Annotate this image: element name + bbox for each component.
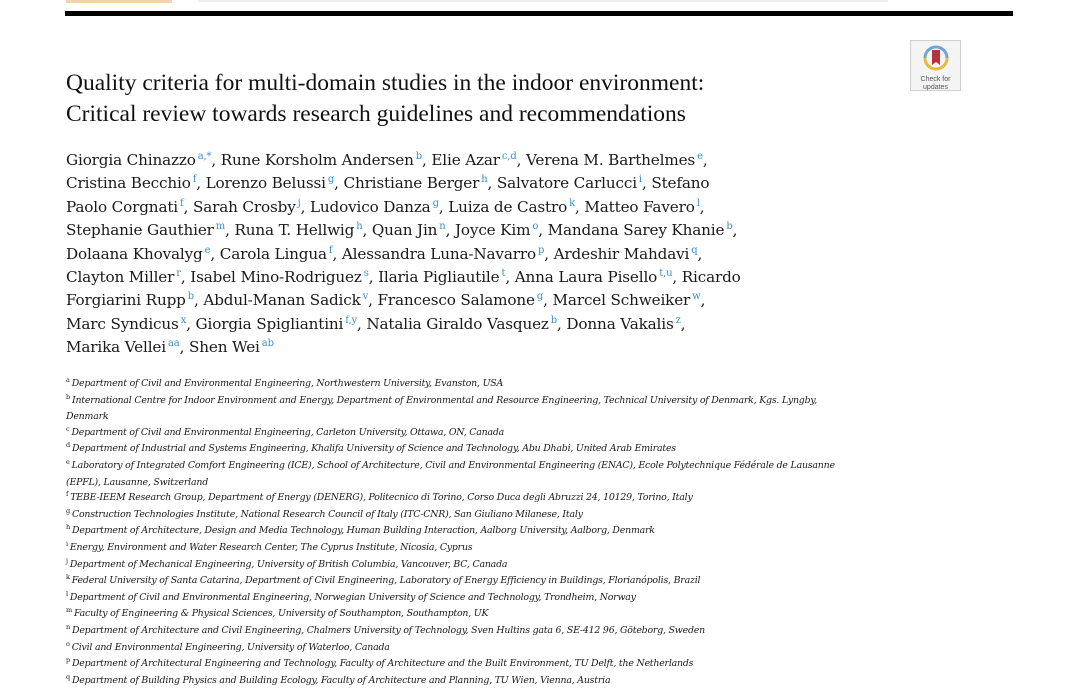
affiliation-item xyxy=(66,441,896,458)
author-name: Marc Syndicus xyxy=(66,314,179,333)
author-name: Carola Lingua xyxy=(219,244,327,263)
author-name: Ricardo xyxy=(681,267,741,286)
author-line xyxy=(66,196,886,219)
affiliation-link[interactable]: f xyxy=(192,174,197,186)
author-separator: , xyxy=(225,221,235,240)
affiliation-mark: f xyxy=(66,490,69,499)
affiliation-text: Energy, Environment and Water Research Center, The Cyprus Institute, Nicosia, Cyprus xyxy=(69,541,473,553)
affiliation-link[interactable]: g xyxy=(536,291,544,303)
author-name: Elie Azar xyxy=(431,151,500,169)
affiliation-mark: c xyxy=(66,424,70,433)
author-separator: , xyxy=(445,221,455,240)
affiliation-link[interactable]: z xyxy=(675,314,681,326)
author-name: Abdul-Manan Sadick xyxy=(203,291,361,310)
author-line xyxy=(66,336,886,359)
affiliation-text: Federal University of Santa Catarina, Department of Civil Engineering, Laboratory of Energy Efficiency in Buildings, Florianópolis, Brazil xyxy=(71,575,701,587)
author-separator: , xyxy=(732,221,738,240)
author-name: Sarah Crosby xyxy=(192,197,296,216)
author-separator: , xyxy=(641,174,652,193)
affiliation-link[interactable]: e xyxy=(204,244,211,256)
author-separator: , xyxy=(543,291,553,310)
affiliation-mark: q xyxy=(66,672,70,681)
author-separator: , xyxy=(575,197,585,216)
affiliation-link[interactable]: n xyxy=(439,221,446,233)
author-name: Runa T. Hellwig xyxy=(234,221,355,240)
affiliation-mark: e xyxy=(66,457,70,466)
affiliation-mark: l xyxy=(66,589,68,598)
author-separator: , xyxy=(196,174,206,193)
author-separator: , xyxy=(180,267,191,286)
author-separator: , xyxy=(421,151,432,169)
author-line xyxy=(66,219,886,242)
title-line-1: Quality criteria for multi-domain studies in the indoor environment: xyxy=(66,70,705,96)
author-name: Matteo Favero xyxy=(584,197,695,216)
affiliation-link[interactable]: m xyxy=(215,221,226,233)
affiliation-link[interactable]: v xyxy=(362,291,369,303)
affiliation-link[interactable]: g xyxy=(327,174,335,186)
affiliation-mark: d xyxy=(66,441,70,450)
affiliation-item xyxy=(66,523,896,540)
crossmark-icon xyxy=(923,45,949,75)
affiliation-link[interactable]: j xyxy=(297,197,301,209)
affiliation-text: Department of Architectural Engineering and Technology, Faculty of Architecture and the Built Environment, TU Delft, the Netherlands xyxy=(71,658,694,670)
affiliation-link[interactable]: o xyxy=(532,221,539,233)
author-name: Isabel Mino-Rodriguez xyxy=(190,267,362,286)
affiliation-text: Department of Civil and Environmental Engineering, Norwegian University of Science and Technology, Trondheim, Norway xyxy=(69,591,636,603)
affiliation-link[interactable]: aa xyxy=(167,338,180,350)
affiliation-item xyxy=(66,623,896,640)
author-separator: , xyxy=(672,267,682,286)
author-separator: , xyxy=(516,151,526,169)
author-line xyxy=(66,289,886,312)
crossmark-label-line1: Check for xyxy=(920,76,951,83)
author-line xyxy=(66,149,886,172)
affiliation-text: Department of Civil and Environmental Engineering, Carleton University, Ottawa, ON, Canada xyxy=(71,426,505,438)
author-separator: , xyxy=(194,291,204,310)
author-separator: , xyxy=(210,244,220,263)
affiliation-text: TEBE-IEEM Research Group, Department of Energy (DENERG), Politecnico di Torino, Corso Duca degli Abruzzi 24, 10129, Torino, Italy xyxy=(70,492,693,504)
author-name: Paolo Corgnati xyxy=(66,197,179,216)
author-name: Verena M. Barthelmes xyxy=(526,151,696,169)
affiliation-link[interactable]: a,* xyxy=(197,151,212,162)
affiliation-item xyxy=(66,557,896,574)
author-name: Christiane Berger xyxy=(343,174,480,193)
affiliation-text: International Centre for Indoor Environment and Energy, Department of Environmental and Resource Engineering, Technical University of Denmark, Kgs. Lyngby, xyxy=(71,394,818,406)
author-separator: , xyxy=(211,151,221,169)
affiliation-item xyxy=(66,640,896,657)
affiliation-link[interactable]: c,d xyxy=(501,151,517,162)
author-separator: , xyxy=(332,244,342,263)
author-list xyxy=(66,149,886,360)
author-separator: , xyxy=(438,197,449,216)
author-name: Donna Vakalis xyxy=(566,314,674,333)
author-separator: , xyxy=(300,197,310,216)
author-name: Ardeshir Mahdavi xyxy=(553,244,690,263)
affiliation-item xyxy=(66,425,896,442)
affiliation-mark: i xyxy=(66,539,68,548)
affiliation-mark: m xyxy=(66,606,72,615)
author-name: Ilaria Pigliautile xyxy=(378,267,500,286)
author-name: Stefano xyxy=(651,174,710,193)
author-separator: , xyxy=(538,221,548,240)
author-name: Forgiarini Rupp xyxy=(66,291,186,310)
check-for-updates-button[interactable] xyxy=(910,40,961,91)
author-separator: , xyxy=(557,314,567,333)
affiliation-continuation: (EPFL), Lausanne, Switzerland xyxy=(66,476,209,488)
affiliation-mark: b xyxy=(66,392,70,401)
author-name: Marika Vellei xyxy=(66,338,166,357)
affiliation-mark: g xyxy=(66,506,70,515)
article-title xyxy=(66,68,896,130)
author-name: Joyce Kim xyxy=(454,221,531,240)
affiliation-link[interactable]: x xyxy=(180,314,187,326)
author-name: Giorgia Spigliantini xyxy=(195,314,344,333)
affiliation-link[interactable]: h xyxy=(481,174,488,186)
author-name: Alessandra Luna-Navarro xyxy=(341,244,536,263)
affiliation-link[interactable]: r xyxy=(176,267,181,279)
affiliation-mark: j xyxy=(66,556,68,565)
journal-logo-fragment xyxy=(66,0,172,3)
author-name: Dolaana Khovalyg xyxy=(66,244,203,263)
author-line xyxy=(66,172,886,195)
affiliation-link[interactable]: p xyxy=(537,244,545,256)
affiliation-item xyxy=(66,490,896,507)
affiliation-item xyxy=(66,393,896,410)
author-name: Quan Jin xyxy=(371,221,438,240)
journal-banner-fragment xyxy=(198,0,888,2)
author-name: Rune Korsholm Andersen xyxy=(220,151,414,169)
affiliation-text: Department of Building Physics and Building Ecology, Faculty of Architecture and Planning, TU Wien, Vienna, Austria xyxy=(71,674,611,686)
affiliation-text: Construction Technologies Institute, National Research Council of Italy (ITC-CNR), San Giuliano Milanese, Italy xyxy=(71,508,583,520)
affiliation-item xyxy=(66,606,896,623)
affiliation-link[interactable]: b xyxy=(415,151,422,162)
author-name: Stephanie Gauthier xyxy=(66,221,214,240)
affiliation-item xyxy=(66,590,896,607)
author-separator: , xyxy=(700,291,706,310)
affiliation-item xyxy=(66,656,896,673)
affiliation-list xyxy=(66,376,896,689)
author-separator: , xyxy=(362,221,372,240)
affiliation-mark: a xyxy=(66,376,70,384)
author-separator: , xyxy=(505,267,515,286)
author-name: Giorgia Chinazzo xyxy=(66,151,196,169)
affiliation-mark: k xyxy=(66,573,70,582)
affiliation-mark: n xyxy=(66,622,70,631)
author-separator: , xyxy=(680,314,686,333)
affiliation-link[interactable]: g xyxy=(432,197,439,209)
affiliation-mark: h xyxy=(66,523,70,532)
affiliation-text: Faculty of Engineering & Physical Sciences, University of Southampton, Southampton, UK xyxy=(73,608,489,620)
affiliation-link[interactable]: h xyxy=(356,221,363,233)
affiliation-link[interactable]: q xyxy=(691,244,698,256)
affiliation-link[interactable]: i xyxy=(638,174,642,186)
affiliation-mark: p xyxy=(66,656,70,665)
affiliation-text: Department of Mechanical Engineering, University of British Columbia, Vancouver, BC, Canada xyxy=(69,558,508,570)
author-name: Salvatore Carlucci xyxy=(496,174,637,193)
affiliation-link[interactable]: f,y xyxy=(345,314,357,326)
affiliation-link[interactable]: k xyxy=(569,197,575,209)
author-name: Marcel Schweiker xyxy=(552,291,691,310)
affiliation-link[interactable]: s xyxy=(363,267,369,279)
affiliation-link[interactable]: e xyxy=(697,151,703,162)
author-name: Anna Laura Pisello xyxy=(514,267,658,286)
affiliation-link[interactable]: b xyxy=(187,291,195,303)
author-name: Luiza de Castro xyxy=(448,197,568,216)
affiliation-continuation: Denmark xyxy=(66,411,109,423)
affiliation-item xyxy=(66,540,896,557)
affiliation-text: Department of Industrial and Systems Engineering, Khalifa University of Science and Technology, Abu Dhabi, United Arab Emirates xyxy=(71,443,676,455)
author-name: Ludovico Danza xyxy=(309,197,431,216)
affiliation-mark: o xyxy=(66,639,70,648)
crossmark-label-line2: updates xyxy=(923,84,948,91)
affiliation-item xyxy=(66,507,896,524)
author-separator: , xyxy=(334,174,344,193)
author-separator: , xyxy=(183,197,193,216)
author-name: Cristina Becchio xyxy=(66,174,191,193)
affiliation-item xyxy=(66,458,896,475)
author-separator: , xyxy=(186,314,196,333)
affiliation-link[interactable]: f xyxy=(328,244,333,256)
author-line xyxy=(66,266,886,289)
affiliation-link[interactable]: t,u xyxy=(659,267,673,279)
author-separator: , xyxy=(368,267,379,286)
affiliation-item xyxy=(66,376,896,393)
author-name: Francesco Salamone xyxy=(377,291,535,310)
affiliation-link[interactable]: f xyxy=(180,197,184,209)
author-name: Clayton Miller xyxy=(66,267,175,286)
author-separator: , xyxy=(179,338,189,357)
affiliation-link[interactable]: w xyxy=(692,291,701,303)
affiliation-link[interactable]: ab xyxy=(261,338,274,350)
author-separator: , xyxy=(697,244,703,263)
title-line-2: Critical review towards research guidelines and recommendations xyxy=(66,101,686,127)
author-separator: , xyxy=(487,174,497,193)
affiliation-text: Department of Architecture and Civil Engineering, Chalmers University of Technology, Sven Hultins gata 6, SE-412 96, Göteborg, Sweden xyxy=(72,624,705,636)
author-name: Mandana Sarey Khanie xyxy=(547,221,725,240)
affiliation-text: Civil and Environmental Engineering, University of Waterloo, Canada xyxy=(71,641,390,653)
affiliation-item xyxy=(66,673,896,689)
affiliation-link[interactable]: b xyxy=(726,221,733,233)
author-name: Lorenzo Belussi xyxy=(205,174,326,193)
author-line xyxy=(66,313,886,336)
affiliation-item xyxy=(66,573,896,590)
affiliation-link[interactable]: l xyxy=(696,197,700,209)
affiliation-link[interactable]: b xyxy=(550,314,558,326)
affiliation-text: Laboratory of Integrated Comfort Engineering (ICE), School of Architecture, Civil and Environmental Engineering (ENAC), Ecole Polytechnique Fédérale de Lausanne xyxy=(71,459,835,471)
author-separator: , xyxy=(699,197,705,216)
author-separator: , xyxy=(544,244,554,263)
affiliation-text: Department of Civil and Environmental Engineering, Northwestern University, Evanston, USA xyxy=(71,378,504,389)
affiliation-text: Department of Architecture, Design and Media Technology, Human Building Interaction, Aalborg University, Aalborg, Denmark xyxy=(72,525,655,537)
author-separator: , xyxy=(368,291,378,310)
author-line xyxy=(66,243,886,266)
author-name: Shen Wei xyxy=(188,338,260,357)
author-separator: , xyxy=(357,314,367,333)
header-rule xyxy=(65,11,1013,16)
affiliation-link[interactable]: t xyxy=(501,267,506,279)
author-separator: , xyxy=(702,151,708,169)
author-name: Natalia Giraldo Vasquez xyxy=(366,314,549,333)
